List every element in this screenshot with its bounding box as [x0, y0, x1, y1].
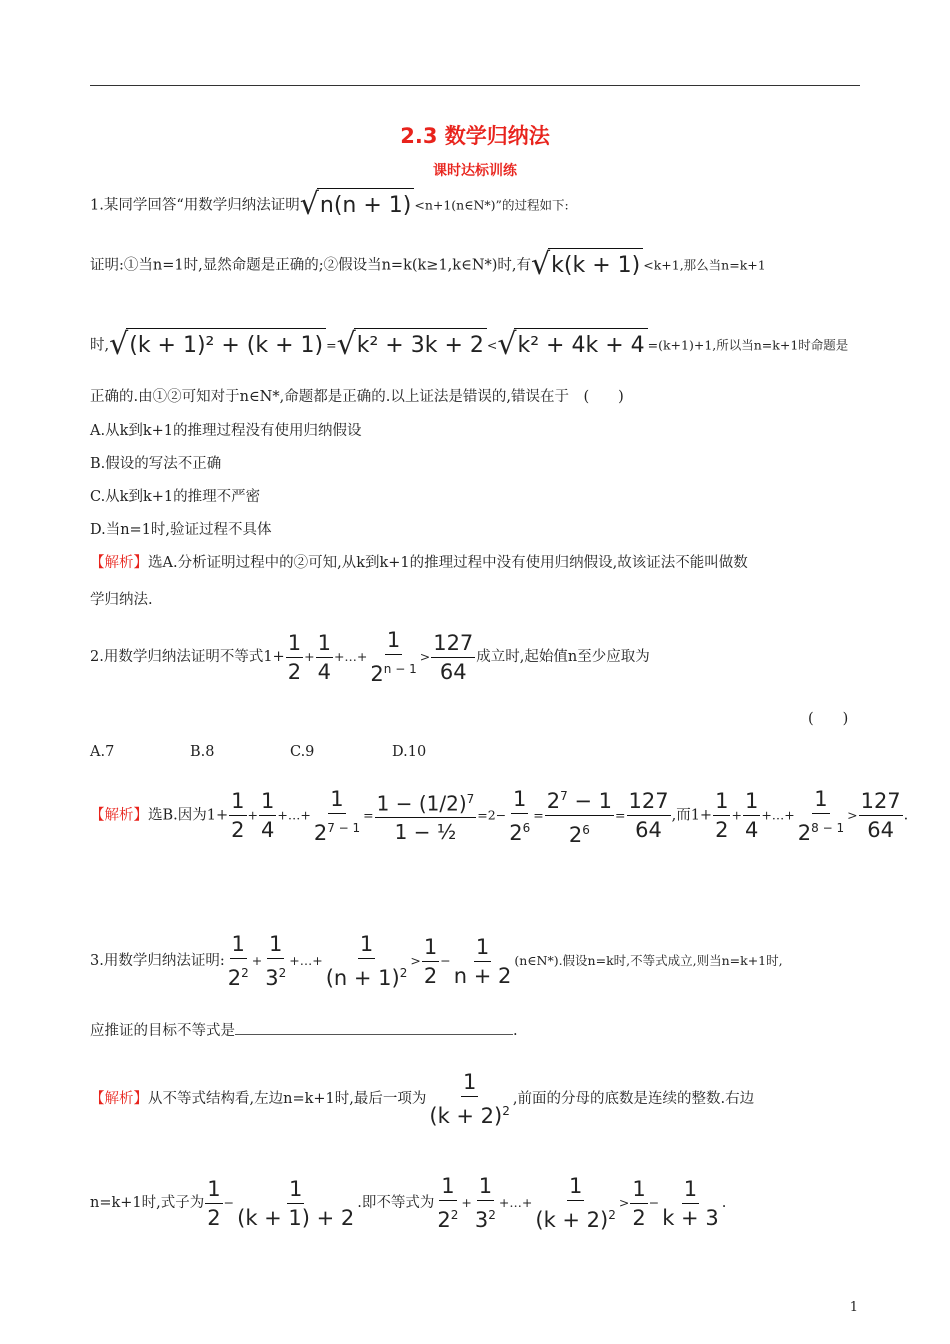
page-subtitle: 课时达标训练 [433, 163, 517, 179]
q1-option-a: A.从k到k+1的推理过程没有使用归纳假设 [90, 423, 362, 439]
fraction: $\frac{1}{3^2}$ [265, 932, 287, 990]
fraction: $\frac{1}{2}$ [715, 789, 729, 842]
q2-option-b: B.8 [190, 744, 215, 760]
analysis-label: 【解析】 [90, 1091, 148, 1107]
fraction: $\frac{1}{2}$ [287, 630, 302, 684]
fraction: $\frac{1}{(k + 1) + 2}$ [237, 1176, 355, 1230]
q1-option-b: B.假设的写法不正确 [90, 456, 222, 472]
q1-option-d: D.当n=1时,验证过程不具体 [90, 522, 272, 538]
q2-analysis: 【解析】选B.因为1+ $\frac{1}{2}$ + $\frac{1}{4}$ +…+ $\frac{1}{2^{7 - 1}}$ = $\frac{1 - (1/2)^7}{\text{1 − ½}}$ =2− $\frac{1}{2^6}$ = $\frac{2^7 - 1}{2^6}$ = $\frac{127}{64}$ ,而1+ $\frac{1}{2}$ + $\frac{1}{4}$ +…+ $\frac{1}{2^{8 - 1}}$ > $\frac{127}{64}$ . [90, 782, 908, 849]
sqrt-expr: √ n(n + 1) [300, 188, 415, 223]
fraction: $\frac{2^7 - 1}{2^6}$ [545, 782, 614, 849]
q1-analysis: 【解析】选A.分析证明过程中的②可知,从k到k+1的推理过程中没有使用归纳假设,故该证法不能叫做数 [90, 555, 748, 571]
q3-conclusion: n=k+1时,式子为 $\frac{1}{2}$ − $\frac{1}{(k + 1) + 2}$ .即不等式为 $\frac{1}{2^2}$ + $\frac{1}{3^2}$ +…+ $\frac{1}{(k + 2)^2}$ > $\frac{1}{2}$ − $\frac{1}{k + 3}$ . [90, 1174, 727, 1232]
fraction: $\frac{1 - (1/2)^7}{\text{1 − ½}}$ [375, 785, 477, 847]
fraction: $\frac{1}{(k + 2)^2}$ [429, 1070, 510, 1128]
fraction: $\frac{1}{4}$ [317, 630, 331, 684]
fraction: $\frac{1}{2}$ [423, 934, 438, 988]
fraction: $\frac{127}{64}$ [433, 630, 474, 684]
analysis-label: 【解析】 [90, 555, 148, 571]
q3-analysis: 【解析】从不等式结构看,左边n=k+1时,最后一项为 $\frac{1}{(k + 2)^2}$ ,前面的分母的底数是连续的整数.右边 [90, 1070, 755, 1128]
sqrt-expr: √ (k + 1)² + (k + 1) [109, 328, 326, 363]
page-number: 1 [849, 1300, 858, 1315]
q1-line4: 正确的.由①②可知对于n∈N*,命题都是正确的.以上证法是错误的,错误在于 ( ) [90, 389, 624, 405]
q3-stem: 3.用数学归纳法证明: $\frac{1}{2^2}$ + $\frac{1}{3^2}$ +…+ $\frac{1}{(n + 1)^2}$ > $\frac{1}{2}$ − $\frac{1}{n + 2}$ (n∈N*).假设n=k时,不等式成立,则当n=k+1时, [90, 932, 783, 990]
fraction: $\frac{1}{2^{7 - 1}}$ [313, 786, 361, 845]
header-rule [90, 85, 860, 86]
q2-answer-paren: ( ) [808, 711, 849, 727]
fraction: $\frac{1}{2^6}$ [509, 786, 531, 845]
fraction: $\frac{1}{2^{n - 1}}$ [370, 628, 417, 686]
page-title: 2.3 数学归纳法 [400, 124, 550, 148]
fraction: $\frac{1}{4}$ [744, 789, 759, 842]
fraction: $\frac{1}{n + 2}$ [453, 934, 512, 988]
q1-analysis-cont: 学归纳法. [90, 592, 153, 608]
sqrt-expr: √ k(k + 1) [531, 248, 643, 283]
fraction: $\frac{1}{2}$ [207, 1176, 221, 1230]
fraction: $\frac{1}{(n + 1)^2}$ [325, 932, 408, 990]
q1-option-c: C.从k到k+1的推理不严密 [90, 489, 261, 505]
fraction: $\frac{1}{2}$ [632, 1176, 646, 1230]
fraction: $\frac{1}{(k + 2)^2}$ [535, 1174, 616, 1232]
q2-option-a: A.7 [90, 744, 115, 760]
q2-option-c: C.9 [290, 744, 315, 760]
fraction: $\frac{127}{64}$ [628, 789, 669, 842]
q1-line3: 时, √ (k + 1)² + (k + 1) = √ k² + 3k + 2 < √ k² + 4k + 4 =(k+1)+1,所以当n=k+1时命题是 [90, 327, 849, 362]
fraction: $\frac{127}{64}$ [860, 789, 901, 842]
fraction: $\frac{1}{2}$ [231, 789, 245, 842]
fraction: $\frac{1}{4}$ [261, 789, 275, 842]
fraction: $\frac{1}{3^2}$ [474, 1174, 496, 1232]
fraction: $\frac{1}{2^2}$ [227, 932, 249, 990]
q3-line2: 应推证的目标不等式是 . [90, 1020, 518, 1041]
q1-line2: 证明:①当n=1时,显然命题是正确的;②假设当n=k(k≥1,k∈N*)时,有 √ k(k + 1) <k+1,那么当n=k+1 [90, 247, 766, 282]
fraction: $\frac{1}{2^{8 - 1}}$ [797, 786, 845, 845]
fraction: $\frac{1}{2^2}$ [437, 1174, 459, 1232]
q1-stem: 1.某同学回答“用数学归纳法证明 √ n(n + 1) <n+1(n∈N*)”的过程如下: [90, 187, 569, 222]
answer-blank[interactable] [235, 1020, 513, 1035]
analysis-label: 【解析】 [90, 807, 148, 824]
sqrt-expr: √ k² + 4k + 4 [497, 328, 647, 363]
sqrt-expr: √ k² + 3k + 2 [337, 328, 487, 363]
fraction: $\frac{1}{k + 3}$ [662, 1176, 719, 1230]
q2-option-d: D.10 [392, 744, 427, 760]
q2-stem: 2.用数学归纳法证明不等式1+ $\frac{1}{2}$ + $\frac{1}{4}$ +…+ $\frac{1}{2^{n - 1}}$ > $\frac{127}{64}$ 成立时,起始值n至少应取为 [90, 628, 650, 686]
